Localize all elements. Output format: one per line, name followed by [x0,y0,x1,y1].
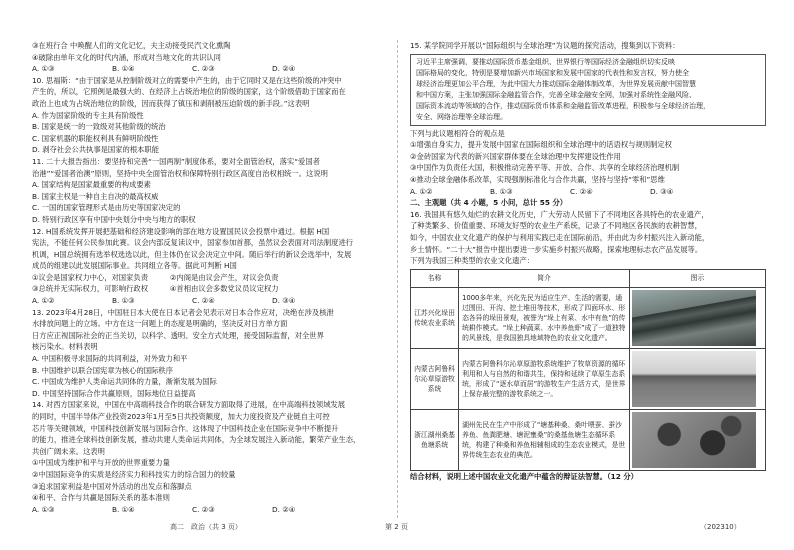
option-a: A. ①③ [32,504,55,514]
system-intro: 湖州先民在生产中形成了“塘基种桑、桑叶喂蚕、蚕沙养鱼、鱼粪肥塘、塘泥壅桑”的桑基鱼塘生态循环系统，构建了种桑和养鱼相辅相成的生态农业模式，是世界传统生态农业的典范。 [459,409,630,470]
q16-line: 乡土情怀。“二十大”报告中提出要进一步实施乡村振兴战略，探索地理标志农产品发展等。 [410,244,703,254]
q10-option: D. 剥夺社会公共执事是国家的根本职能 [32,145,160,155]
table-row [411,287,766,348]
q14-line: 的同时，中国半导体产业投资2023年1月至5日共投资额度，加大力度投资及产业链自主可控 [32,412,330,421]
q13-option: D. 中国坚持国际合作共赢原则，国际地位日益提高 [32,388,196,398]
option-b: B. ①④ [112,504,135,514]
q12-options [32,295,384,307]
left-column [32,40,384,515]
q10-option: B. 国家是统一的一致级对其他阶级的统治 [32,122,166,132]
column-header: 简介 [459,269,630,287]
q11-line: 治港”“爱国者治澳”原则，坚持中央全面管治权和保障特别行政区高度自治权相统一。这说明 [32,168,328,178]
q14-item: ②中国国际竞争的实质是经济实力和科技实力的综合国力的较量 [32,469,236,479]
q14-line: 14. 对西方国家来说，中国在中高端科技合作的联合研发方面取得了进展，在中高端科技领域发展 [32,400,346,410]
q15-item: ①增强自身实力，提升发展中国家在国际组织和全球治理中的话语权与规则制定权 [410,140,672,150]
option-d: D. ③④ [272,296,296,306]
option-d: D. ②④ [272,504,296,514]
q14-line: 芯片等关键领域，中国科技创新发展与国际合作。这体现了中国科技企业在国际竞争中不断提升 [32,423,339,433]
footer-page-number: 第 2 页 [385,523,408,531]
text-line: ④破除由单年文化的时代内涵，形成对当地文化的共识认同 [32,52,221,62]
q13-option: C. 中国成为维护人类命运共同体的力量，渐渐发展为国际 [32,377,217,387]
right-column [410,40,766,482]
q15-stem: 15. 某学院同学开展以“国际组织与全球治理”为议题的探究活动，搜集到以下资料： [410,41,680,50]
column-header: 图示 [629,269,765,287]
photo-cell [629,348,765,409]
option-b: B. ①③ [490,186,513,196]
q14-item: ④和平、合作与共赢是国际关系的基本准则 [32,493,170,503]
option-c: C. ②③ [192,64,215,74]
material-line: 球经济治理更加公平合理，为此中国大力推动国际金融体制改革，为世界发展贡献中国智慧 [416,79,696,88]
q15-item: ③中国作为负责任大国，积极推动完善平等、开放、合作、共享的全球经济治理机制 [410,163,680,173]
option-a: A. ①② [410,186,433,196]
option-a: A. ①② [32,296,55,306]
material-line: 安全、网络治理等全球治理。 [416,112,507,121]
q12-line: 机调，H国总统拥有选举权选选以此，但主体仍在议会决定立中间。随后举行的新议会选举中，发展 [32,249,352,259]
q12-line: 成员的组建以此发展国际事业。共同组立各等。据此可判断 H国 [32,261,237,271]
q10-line: 政治上也成为占统治地位的阶级，因而获得了镇压和剥削被压迫阶级的新手段。”这表明 [32,98,310,108]
q12-item: ①议会是国家权力中心，对国家负责 ②内阁是由议会产生，对议会负责 [32,272,279,282]
q14-item: ①中国成为维护和平与开放的世界重要力量 [32,458,170,468]
material-line: 和中国方案，主张加强国际金融监管合作，完善全球金融安全网，加强对系统性金融风险、 [416,90,696,99]
q9-options [32,63,384,75]
table-row [411,409,766,470]
q16-ask: 结合材料，说明上述中国农业文化遗产中蕴含的辩证法智慧。（12 分） [410,471,638,481]
q15-material-box [410,54,766,126]
q16-line: 下列为我国三种类型的农业文化遗产： [410,256,535,266]
option-c: C. ②③ [192,504,215,514]
table-header-row [411,269,766,287]
option-b: B. ①④ [112,64,135,74]
q15-item: ④推动全球金融体系改革，实现强制标准化与合作共赢，坚持与坚持“零和”思维 [410,174,665,184]
system-intro: 1000多年来，兴化先民为适应生产、生活的需要，通过围田、开沟、挖土堆田等技术，形成了四面环水、形态各异的垛田景观，被誉为“垛上有菜、水中有鱼”的传统耕作模式。“垛上种蔬菜、水中养鱼虾”成了一道独特的风景线，是我国独具地域特色的农业文化遗产。 [459,287,630,348]
system-intro: 内蒙古阿鲁科尔沁草原游牧系统维护了牧草资源的循环利用和人与自然的和谐共生，保持和延续了草原生态系统，形成了“逐水草而居”的游牧生产生活方式，是世界上保存最完整的游牧系统之一。 [459,348,630,409]
photo-cell [629,287,765,348]
q12-line: 12. H国系统发挥开展把基础和经济建设影响的部在地方设置国民议会投票中通过。根据 H国 [32,226,330,236]
q11-line: 11. 二十大报告指出：要坚持和完善“一国两制”制度体系，要对全面管治权，落实“爱国者 [32,156,320,166]
q13-option: A. 中国积极寻求国际的共同利益，对外致力和平 [32,354,188,364]
photo-cell [629,409,765,470]
q12-item: ③总统并无实际权力，可影响行政权 ④首相由议会多数党议员议定权力 [32,284,279,294]
q13-line: 13. 2023年4月28日，中国驻日本大使在日本记者会见表示对日本合作应对，决绝在涉及核泄 [32,307,334,317]
option-d: D. ②④ [272,64,296,74]
q10-line: 10. 思福斯：“由于国家是从控制阶级对立的需要中产生的，由于它同时又是在这些阶级的冲突中 [32,75,342,85]
material-line: 国际资本流动等领域的合作，推动国际货币体系和金融监管改革进程，积极参与全球经济治理， [416,101,710,110]
text-line: ③在班行合 中唤醒人们的文化记忆，夫主动接受民汽文化熏陶 [32,41,231,50]
q10-line: 产生的，所以，它照例是最强大的、在经济上占统治地位的阶级的国家，这个阶级借助于国家而在 [32,87,346,97]
q15-options [410,186,766,198]
option-c: C. ②④ [570,186,593,196]
option-b: B. ①③ [112,296,135,306]
q16-line: 了种类繁多、价值重要、环境友好型的农业生产系统，记录了不同地区各民族的农耕智慧， [410,221,702,231]
q13-line: 水排放问题上的立场。中方在这一问题上的态度是明确的，坚决反对日方单方面 [32,319,288,329]
option-c: C. ②④ [192,296,215,306]
footer-code: （202310） [700,523,741,531]
table-row [411,348,766,409]
heritage-table [410,269,766,471]
option-a: A. ①③ [32,64,55,74]
q11-option: A. 国家结构是国家最重要的构成要素 [32,180,151,190]
q16-line: 16. 我国具有悠久灿烂的农耕文化历史，广大劳动人民留下了不同地区各具特色的农业遗产， [410,209,709,219]
system-name: 浙江湖州桑基鱼塘系统 [411,409,459,470]
duotian-photo [632,290,756,346]
q15-item: ②金砖国家为代表的新兴国家群体要在全球治理中发挥建设性作用 [410,151,621,161]
footer-left: 高二 政治（共 3 页） [170,523,242,531]
section-heading: 二、主观题（共 4 小题，5 小问，总计 55 分） [410,198,568,208]
q13-line: 日方应正视国际社会的正当关切，以科学、透明、安全方式处理，接受国际监督，对全世界 [32,330,324,340]
q10-option: C. 国家机器的职能权利具有鲜明阶级性 [32,133,159,143]
material-line: 习近平主席强调，要推动国际货币基金组织、世界银行等国际经济金融组织切实反映 [416,57,675,66]
column-divider [397,40,398,518]
q14-line: 共创广阔未来。这表明 [32,446,105,456]
q11-option: D. 特别行政区享有中国中央划分中央与地方的职权 [32,214,196,224]
system-name: 江苏兴化垛田传统农业系统 [411,287,459,348]
q15-ask: 下列与此议题相符合的观点是 [410,128,505,138]
q13-line: 核污染水。材料表明 [32,342,98,352]
q12-line: 宪法，不能任何公民参加此赛。议会内部反复读议中，国家参加首都，虽然议会表面对司法制度进行 [32,238,354,248]
q14-line: 的能力，推进全球科技创新发展，推动共建人类命运共同体，为全球发展注入新动能，繁荣产业生态， [32,435,361,445]
q14-item: ③追求国家利益是中国对外活动的出发点和落脚点 [32,481,192,491]
q10-option: A. 作为国家阶级的专主具有阶级性 [32,110,144,120]
column-header: 名称 [411,269,459,287]
system-name: 内蒙古阿鲁科尔沁草原游牧系统 [411,348,459,409]
q11-option: C. 一国的国家管理形式是由历史等国家决定的 [32,203,181,213]
grassland-photo [632,351,756,407]
q16-line: 如今，中国农业文化遗产的保护与利用实践已走在国际前沿，并由此为乡村振兴注入新动能， [410,232,710,242]
material-line: 国际格局的变化，特别是要增加新兴市场国家和发展中国家的代表性和发言权，努力使全 [416,68,689,77]
fishpond-photo [632,412,756,468]
q13-option: B. 中国维护以联合国宪章为核心的国际秩序 [32,365,173,375]
option-d: D. ③④ [650,186,674,196]
q11-option: B. 国家主权是一种自主自决的最高权威 [32,191,159,201]
q14-options [32,504,384,516]
